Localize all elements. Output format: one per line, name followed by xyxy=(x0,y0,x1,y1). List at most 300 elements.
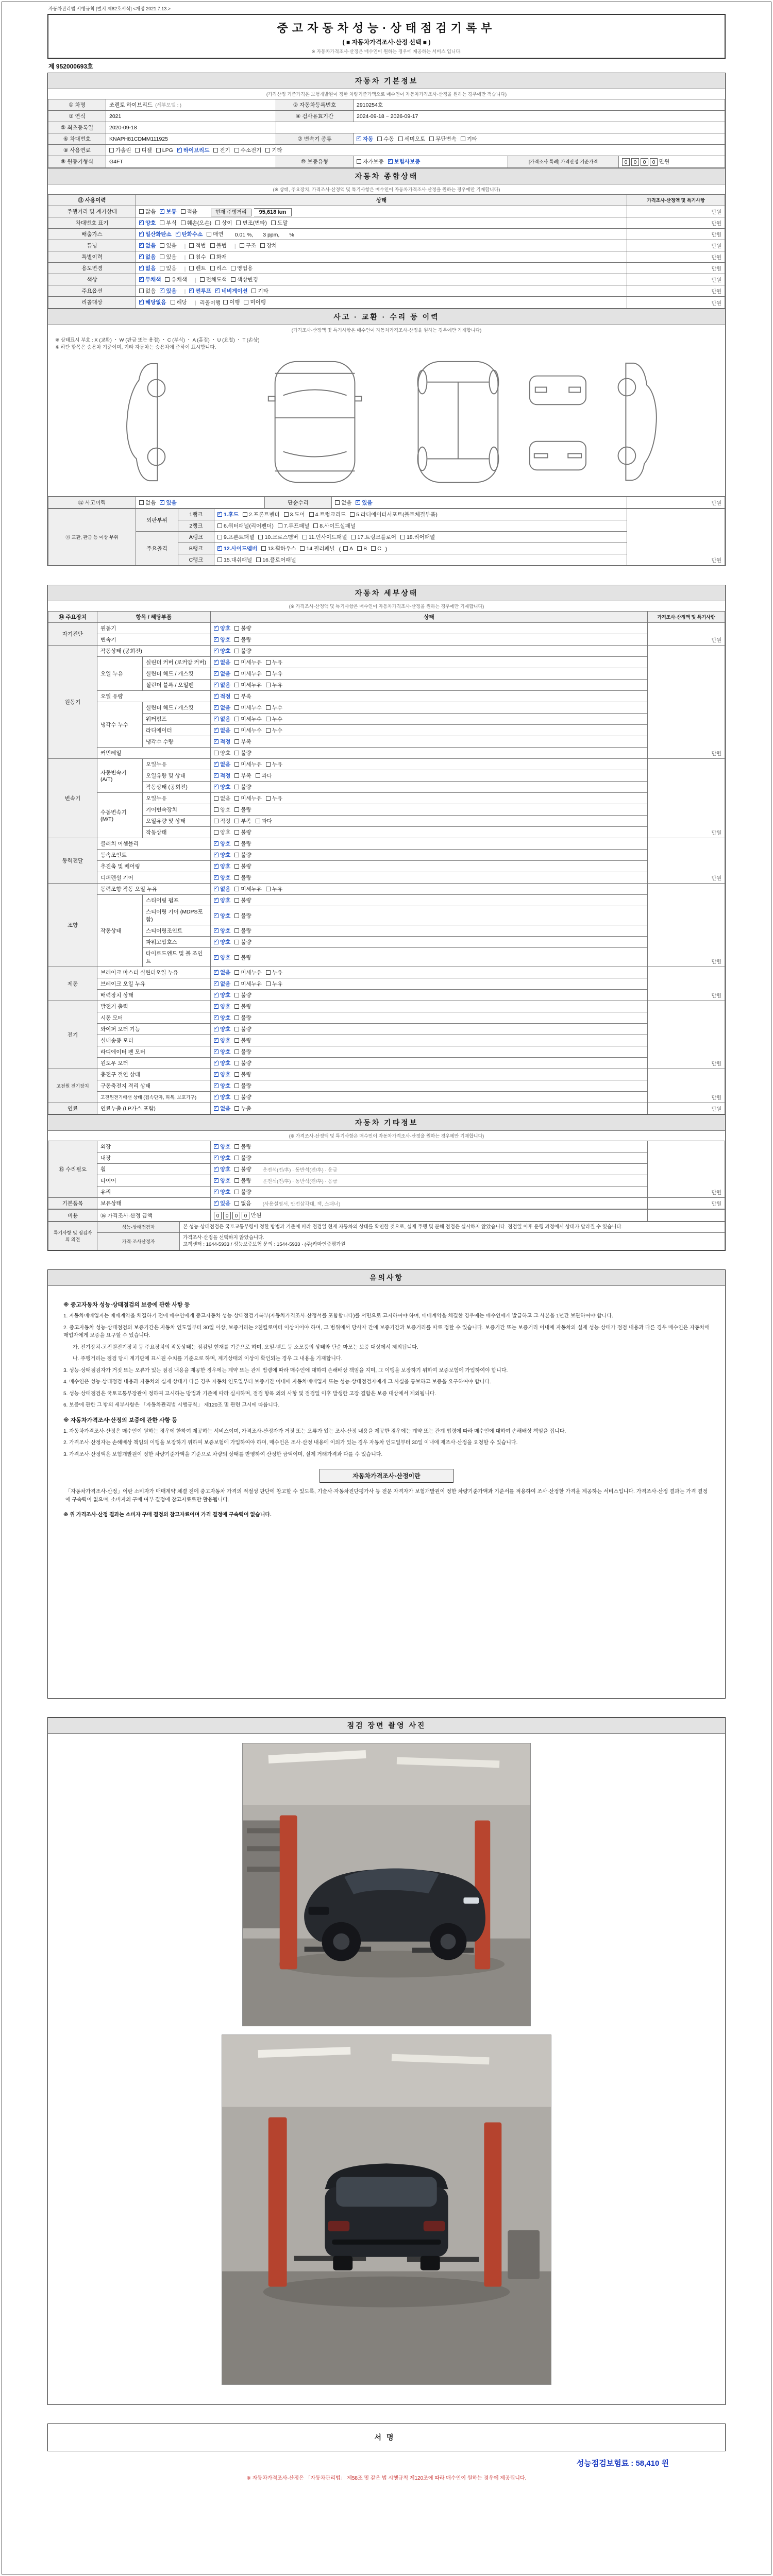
checkbox-icon xyxy=(266,796,271,801)
checkbox-option[interactable] xyxy=(234,715,262,723)
table-cell xyxy=(211,1058,648,1069)
table-row xyxy=(48,657,725,668)
checkbox-option[interactable] xyxy=(214,938,230,946)
checkbox-option[interactable] xyxy=(234,1014,251,1022)
checkbox-option[interactable] xyxy=(214,636,230,643)
checkbox-label: 누유 xyxy=(272,671,283,677)
checkbox-option[interactable] xyxy=(214,874,230,882)
checkbox-option[interactable] xyxy=(234,1165,251,1173)
checkbox-label: 매연 xyxy=(213,231,224,238)
checkbox-option[interactable] xyxy=(265,146,282,154)
checkbox-option[interactable] xyxy=(234,912,251,920)
checkbox-option[interactable] xyxy=(139,242,156,249)
checkbox-option[interactable] xyxy=(234,1082,251,1090)
checkbox-option[interactable] xyxy=(234,1177,251,1184)
checkbox-option[interactable] xyxy=(214,738,230,745)
text-segment: 95,618 km xyxy=(254,208,292,216)
table-cell xyxy=(211,827,648,838)
checkbox-icon xyxy=(214,940,219,944)
checkbox-option[interactable] xyxy=(234,636,251,643)
checkbox-option[interactable] xyxy=(234,1199,251,1207)
notice-item: 3. 성능·상태점검자가 거짓 또는 오류가 있는 점검 내용을 제공한 경우에는 계약 또는 관계 법령에 따라 매수인에 대하여 손해배상 책임을 지며, 그 이행을 보장하기 위하여 보증보험에 가입하여야 합니다. xyxy=(63,1367,508,1374)
checkbox-option[interactable] xyxy=(234,885,262,893)
table-row xyxy=(48,194,725,206)
checkbox-option[interactable] xyxy=(214,1105,230,1112)
checkbox-label: 불량 xyxy=(241,637,251,643)
checkbox-option[interactable] xyxy=(214,670,230,677)
table-cell xyxy=(619,156,725,168)
checkbox-option[interactable] xyxy=(139,208,156,215)
checkbox-label: 불량 xyxy=(241,1049,251,1056)
checkbox-option[interactable] xyxy=(135,146,152,154)
checkbox-option[interactable] xyxy=(160,208,176,215)
checkbox-label: 있음 xyxy=(166,500,177,506)
checkbox-option[interactable] xyxy=(139,264,156,272)
checkbox-option[interactable] xyxy=(214,885,230,893)
checkbox-option[interactable] xyxy=(214,1071,230,1078)
checkbox-option[interactable] xyxy=(160,219,176,227)
checkbox-option[interactable] xyxy=(181,219,212,227)
checkbox-icon xyxy=(234,970,239,975)
checkbox-option[interactable] xyxy=(343,546,353,552)
checkbox-option[interactable] xyxy=(234,840,251,848)
checkbox-option[interactable] xyxy=(313,522,356,530)
checkbox-option[interactable] xyxy=(214,794,230,802)
table-cell: 만원 xyxy=(648,884,725,967)
checkbox-option[interactable] xyxy=(266,980,282,988)
checkbox-icon xyxy=(214,796,219,801)
table-row xyxy=(48,1187,725,1198)
checkbox-option[interactable] xyxy=(214,851,230,859)
legal-footnote: ※ 자동차가격조사·산정은 「자동차관리법」 제58조 및 같은 법 시행규칙 제120조에 따라 매수인이 원하는 경우에 제공됩니다. xyxy=(246,2476,527,2482)
checkbox-option[interactable] xyxy=(429,135,457,143)
checkbox-option[interactable] xyxy=(243,511,279,518)
checkbox-option[interactable] xyxy=(234,1071,251,1078)
checkbox-icon xyxy=(271,221,276,225)
table-cell: 만원 xyxy=(648,838,725,884)
document-header xyxy=(47,14,726,59)
checkbox-label: 양호 xyxy=(220,1072,231,1078)
checkbox-option[interactable] xyxy=(223,298,240,306)
text-segment: | xyxy=(194,277,196,283)
checkbox-option[interactable] xyxy=(234,851,251,859)
checkbox-option[interactable] xyxy=(351,533,396,541)
checkbox-option[interactable] xyxy=(160,287,176,295)
checkbox-option[interactable] xyxy=(214,927,230,935)
table-cell: 실내송풍 모터 xyxy=(97,1035,211,1046)
table-cell: 만원 xyxy=(648,967,725,1001)
checkbox-option[interactable] xyxy=(234,1048,251,1056)
checkbox-option[interactable] xyxy=(214,969,230,976)
checkbox-option[interactable] xyxy=(256,556,296,564)
checkbox-option[interactable] xyxy=(234,828,251,836)
text-segment: (세부모델 : ) xyxy=(155,103,182,108)
checkbox-option[interactable] xyxy=(266,885,282,893)
checkbox-icon xyxy=(234,705,239,710)
checkbox-label: 누유 xyxy=(272,682,283,689)
checkbox-option[interactable] xyxy=(234,1037,251,1044)
checkbox-option[interactable] xyxy=(215,219,232,227)
checkbox-option[interactable] xyxy=(234,749,251,757)
checkbox-option[interactable] xyxy=(217,511,239,518)
checkbox-option[interactable] xyxy=(231,276,258,283)
table-cell: KNAPH81CDMM111925 xyxy=(106,133,276,145)
checkbox-label: 렌트 xyxy=(195,265,206,272)
checkbox-icon xyxy=(214,913,219,918)
checkbox-label: 없음 xyxy=(220,761,231,768)
checkbox-option[interactable] xyxy=(139,253,156,261)
checkbox-option[interactable] xyxy=(156,147,173,154)
checkbox-option[interactable] xyxy=(215,287,248,295)
checkbox-option[interactable] xyxy=(139,287,156,295)
checkbox-label: 없음 xyxy=(220,727,231,734)
checkbox-label: 양호 xyxy=(220,1060,231,1067)
checkbox-option[interactable] xyxy=(139,219,156,227)
checkbox-option[interactable] xyxy=(214,1059,230,1067)
table-cell: 오일유량 및 상태 xyxy=(143,816,211,827)
checkbox-option[interactable] xyxy=(177,146,210,154)
checkbox-option[interactable] xyxy=(278,522,309,530)
checkbox-option[interactable] xyxy=(234,1105,251,1112)
table-cell: 냉각수 누수 xyxy=(97,702,143,748)
checkbox-option[interactable] xyxy=(214,1014,230,1022)
checkbox-icon xyxy=(234,785,239,789)
checkbox-label: 무채색 xyxy=(145,276,161,283)
checkbox-option[interactable] xyxy=(356,499,372,506)
checkbox-label: 있음 xyxy=(362,500,373,506)
checkbox-option[interactable] xyxy=(256,772,272,779)
checkbox-option[interactable] xyxy=(357,135,373,143)
checkbox-option[interactable] xyxy=(284,511,305,518)
table-cell: 가격조사·산정액 및 특기사항 xyxy=(627,194,725,206)
checkbox-label: 있음 xyxy=(220,1200,231,1207)
checkbox-option[interactable] xyxy=(214,1165,230,1173)
checkbox-option[interactable] xyxy=(214,749,230,757)
checkbox-option[interactable] xyxy=(160,499,176,506)
checkbox-option[interactable] xyxy=(266,658,282,666)
checkbox-icon xyxy=(214,1038,219,1043)
checkbox-label: 있음 xyxy=(166,242,177,249)
checkbox-option[interactable] xyxy=(214,806,230,814)
checkbox-option[interactable] xyxy=(160,264,176,272)
section-note-etc: (※ 가격조사·산정액 및 특기사항은 매수인이 자동차가격조사·산정을 원하는 경우에만 기재합니다) xyxy=(289,1133,484,1139)
table-cell xyxy=(136,206,627,217)
checkbox-icon xyxy=(214,1061,219,1065)
checkbox-option[interactable] xyxy=(234,1003,251,1010)
checkbox-option[interactable] xyxy=(189,264,206,272)
table-cell xyxy=(136,228,627,240)
checkbox-option[interactable] xyxy=(377,135,394,143)
checkbox-option[interactable] xyxy=(210,253,227,261)
checkbox-icon xyxy=(234,981,239,986)
checkbox-option[interactable] xyxy=(234,783,251,791)
checkbox-label: 불량 xyxy=(241,625,251,632)
checkbox-option[interactable] xyxy=(214,624,230,632)
checkbox-option[interactable] xyxy=(303,533,347,541)
checkbox-icon xyxy=(214,785,219,789)
table-cell xyxy=(211,725,648,736)
checkbox-option[interactable] xyxy=(309,511,346,518)
digit-box: 0 xyxy=(650,158,658,166)
table-cell: 만원 xyxy=(648,1103,725,1114)
checkbox-icon xyxy=(234,694,239,699)
table-cell: ② 자동차등록번호 xyxy=(276,99,354,111)
checkbox-option[interactable] xyxy=(217,556,252,564)
checkbox-icon xyxy=(109,148,114,152)
checkbox-label: 미세누유 xyxy=(241,981,262,988)
checkbox-option[interactable] xyxy=(398,135,426,143)
checkbox-option[interactable] xyxy=(214,704,230,711)
checkbox-option[interactable] xyxy=(234,927,251,935)
checkbox-option[interactable] xyxy=(189,242,206,249)
table-cell: 윈도우 모터 xyxy=(97,1058,211,1069)
checkbox-option[interactable] xyxy=(234,806,251,814)
table-cell: 연료누출 (LP가스 포함) xyxy=(97,1103,211,1114)
checkbox-option[interactable] xyxy=(234,670,262,677)
checkbox-option[interactable] xyxy=(214,1048,230,1056)
checkbox-option[interactable] xyxy=(371,546,381,552)
checkbox-option[interactable] xyxy=(189,253,206,261)
checkbox-option[interactable] xyxy=(109,146,131,154)
checkbox-option[interactable] xyxy=(217,545,257,552)
checkbox-option[interactable] xyxy=(234,624,251,632)
checkbox-icon xyxy=(139,266,144,270)
checkbox-option[interactable] xyxy=(357,158,384,165)
table-row xyxy=(48,1164,725,1175)
checkbox-option[interactable] xyxy=(256,817,272,825)
checkbox-option[interactable] xyxy=(217,533,254,541)
checkbox-option[interactable] xyxy=(350,511,438,518)
checkbox-option[interactable] xyxy=(210,242,227,249)
checkbox-label: 적정 xyxy=(220,818,231,825)
checkbox-option[interactable] xyxy=(261,545,296,552)
checkbox-icon xyxy=(260,243,265,248)
checkbox-option[interactable] xyxy=(234,146,262,154)
checkbox-option[interactable] xyxy=(234,980,262,988)
checkbox-option[interactable] xyxy=(214,1093,230,1101)
checkbox-icon xyxy=(234,940,239,944)
checkbox-icon xyxy=(210,266,215,270)
table-cell: 와이퍼 모터 기능 xyxy=(97,1024,211,1035)
checkbox-option[interactable] xyxy=(251,287,268,295)
checkbox-option[interactable] xyxy=(217,522,274,530)
checkbox-option[interactable] xyxy=(214,760,230,768)
checkbox-option[interactable] xyxy=(214,862,230,870)
checkbox-icon xyxy=(356,500,360,505)
checkbox-option[interactable] xyxy=(266,726,282,734)
checkbox-option[interactable] xyxy=(214,1143,230,1150)
checkbox-option[interactable] xyxy=(234,1093,251,1101)
checkbox-option[interactable] xyxy=(214,647,230,655)
text-segment: | xyxy=(184,288,186,295)
checkbox-option[interactable] xyxy=(234,896,251,904)
checkbox-option[interactable] xyxy=(260,242,277,249)
checkbox-option[interactable] xyxy=(160,253,176,261)
checkbox-icon xyxy=(234,1201,239,1206)
checkbox-option[interactable] xyxy=(214,681,230,689)
checkbox-option[interactable] xyxy=(234,969,262,976)
checkbox-option[interactable] xyxy=(214,954,230,961)
checkbox-option[interactable] xyxy=(214,726,230,734)
checkbox-option[interactable] xyxy=(236,219,267,227)
checkbox-option[interactable] xyxy=(171,298,187,306)
checkbox-option[interactable] xyxy=(214,912,230,920)
checkbox-option[interactable] xyxy=(400,533,435,541)
checkbox-option[interactable] xyxy=(234,1059,251,1067)
checkbox-option[interactable] xyxy=(213,146,230,154)
checkbox-option[interactable] xyxy=(234,794,262,802)
checkbox-option[interactable] xyxy=(266,704,282,711)
checkbox-option[interactable] xyxy=(214,1177,230,1184)
checkbox-icon xyxy=(234,853,239,857)
checkbox-option[interactable] xyxy=(176,230,203,238)
checkbox-option[interactable] xyxy=(214,783,230,791)
checkbox-option[interactable] xyxy=(214,1003,230,1010)
checkbox-option[interactable] xyxy=(461,135,477,143)
checkbox-option[interactable] xyxy=(234,760,262,768)
checkbox-option[interactable] xyxy=(214,1025,230,1033)
checkbox-option[interactable] xyxy=(234,704,262,711)
checkbox-icon xyxy=(234,913,239,918)
checkbox-option[interactable] xyxy=(214,715,230,723)
checkbox-option[interactable] xyxy=(234,658,262,666)
checkbox-label: 불량 xyxy=(241,784,251,791)
table-cell: 용도변경 xyxy=(48,262,136,274)
checkbox-option[interactable] xyxy=(234,726,262,734)
table-cell xyxy=(211,804,648,816)
checkbox-option[interactable] xyxy=(266,681,282,689)
checkbox-option[interactable] xyxy=(234,991,251,999)
checkbox-option[interactable] xyxy=(266,794,282,802)
checkbox-option[interactable] xyxy=(214,658,230,666)
checkbox-option[interactable] xyxy=(388,158,421,165)
checkbox-option[interactable] xyxy=(214,980,230,988)
checkbox-option[interactable] xyxy=(214,1188,230,1196)
checkbox-option[interactable] xyxy=(357,546,367,552)
checkbox-option[interactable] xyxy=(214,1037,230,1044)
checkbox-option[interactable] xyxy=(234,1025,251,1033)
checkbox-option[interactable] xyxy=(214,1154,230,1162)
checkbox-label: 16.플로어패널 xyxy=(262,557,296,564)
table-cell: 냉각수 수량 xyxy=(143,736,211,748)
checkbox-label: 미세누유 xyxy=(241,795,262,802)
checkbox-option[interactable] xyxy=(234,1154,251,1162)
checkbox-option[interactable] xyxy=(234,1143,251,1150)
table-cell xyxy=(211,948,648,967)
checkbox-label: 누유 xyxy=(272,970,283,976)
checkbox-option[interactable] xyxy=(335,499,351,506)
checkbox-option[interactable] xyxy=(234,817,251,825)
checkbox-option[interactable] xyxy=(244,298,265,306)
checkbox-icon xyxy=(256,773,260,778)
checkbox-option[interactable] xyxy=(234,692,251,700)
checkbox-option[interactable] xyxy=(214,1199,230,1207)
checkbox-option[interactable] xyxy=(165,276,187,283)
checkbox-option[interactable] xyxy=(139,298,166,306)
checkbox-label: 수동 xyxy=(383,136,394,142)
checkbox-option[interactable] xyxy=(234,954,251,961)
checkbox-label: 양호 xyxy=(220,807,231,814)
checkbox-option[interactable] xyxy=(266,760,282,768)
checkbox-option[interactable] xyxy=(234,681,262,689)
table-cell: 상태 xyxy=(211,612,648,623)
checkbox-icon xyxy=(266,705,271,710)
checkbox-option[interactable] xyxy=(214,1082,230,1090)
table-row xyxy=(48,895,725,906)
checkbox-label: 네비게이션 xyxy=(221,287,248,294)
checkbox-option[interactable] xyxy=(234,738,251,745)
checkbox-label: 기타 xyxy=(466,136,478,142)
table-cell: 내장 xyxy=(97,1153,211,1164)
checkbox-option[interactable] xyxy=(160,242,176,249)
checkbox-option[interactable] xyxy=(271,219,288,227)
checkbox-option[interactable] xyxy=(234,1188,251,1196)
checkbox-option[interactable] xyxy=(210,264,227,272)
checkbox-icon xyxy=(266,981,271,986)
checkbox-option[interactable] xyxy=(139,276,161,283)
checkbox-option[interactable] xyxy=(234,938,251,946)
table-cell xyxy=(276,122,725,133)
digit-box: 0 xyxy=(242,1212,249,1219)
checkbox-label: 미세누수 xyxy=(241,705,262,711)
table-cell: 라디에이터 xyxy=(143,725,211,736)
checkbox-option[interactable] xyxy=(300,545,334,552)
checkbox-label: 장치 xyxy=(266,242,277,249)
checkbox-option[interactable] xyxy=(214,828,230,836)
table-cell: 제동 xyxy=(48,967,97,1001)
checkbox-option[interactable] xyxy=(214,840,230,848)
checkbox-option[interactable] xyxy=(266,715,282,723)
table-cell: 스티어링 기어 (MDPS포함) xyxy=(143,906,211,925)
checkbox-option[interactable] xyxy=(266,969,282,976)
checkbox-label: 일산화탄소 xyxy=(145,231,172,238)
checkbox-option[interactable] xyxy=(139,499,156,506)
checkbox-icon xyxy=(266,728,271,733)
checkbox-option[interactable] xyxy=(234,647,251,655)
checkbox-option[interactable] xyxy=(181,208,197,215)
checkbox-label: 누유 xyxy=(272,886,283,893)
checkbox-option[interactable] xyxy=(139,230,172,238)
checkbox-icon xyxy=(214,841,219,846)
table-cell: ⑯ 가격조사·산정 금액 xyxy=(97,1210,211,1222)
checkbox-option[interactable] xyxy=(189,287,211,295)
checkbox-icon xyxy=(135,148,140,152)
table-cell: 변속기 xyxy=(97,634,211,646)
checkbox-option[interactable] xyxy=(214,896,230,904)
checkbox-option[interactable] xyxy=(240,242,256,249)
checkbox-option[interactable] xyxy=(200,276,227,283)
checkbox-option[interactable] xyxy=(234,874,251,882)
checkbox-option[interactable] xyxy=(214,772,230,779)
checkbox-icon xyxy=(313,523,318,528)
table-row xyxy=(48,1210,725,1222)
checkbox-option[interactable] xyxy=(214,991,230,999)
checkbox-option[interactable] xyxy=(234,862,251,870)
checkbox-icon xyxy=(215,289,220,293)
checkbox-option[interactable] xyxy=(214,817,230,825)
checkbox-option[interactable] xyxy=(258,533,298,541)
section-block-photos xyxy=(47,1717,726,2405)
checkbox-option[interactable] xyxy=(207,230,223,238)
checkbox-label: 양호 xyxy=(220,939,231,946)
table-cell: 동력조향 작동 오일 누유 xyxy=(97,884,211,895)
checkbox-option[interactable] xyxy=(234,772,251,779)
checkbox-option[interactable] xyxy=(214,692,230,700)
checkbox-option[interactable] xyxy=(266,670,282,677)
checkbox-option[interactable] xyxy=(231,264,253,272)
checkbox-icon xyxy=(214,993,219,997)
document-title: 중고자동차성능·상태점검기록부 xyxy=(277,22,496,35)
